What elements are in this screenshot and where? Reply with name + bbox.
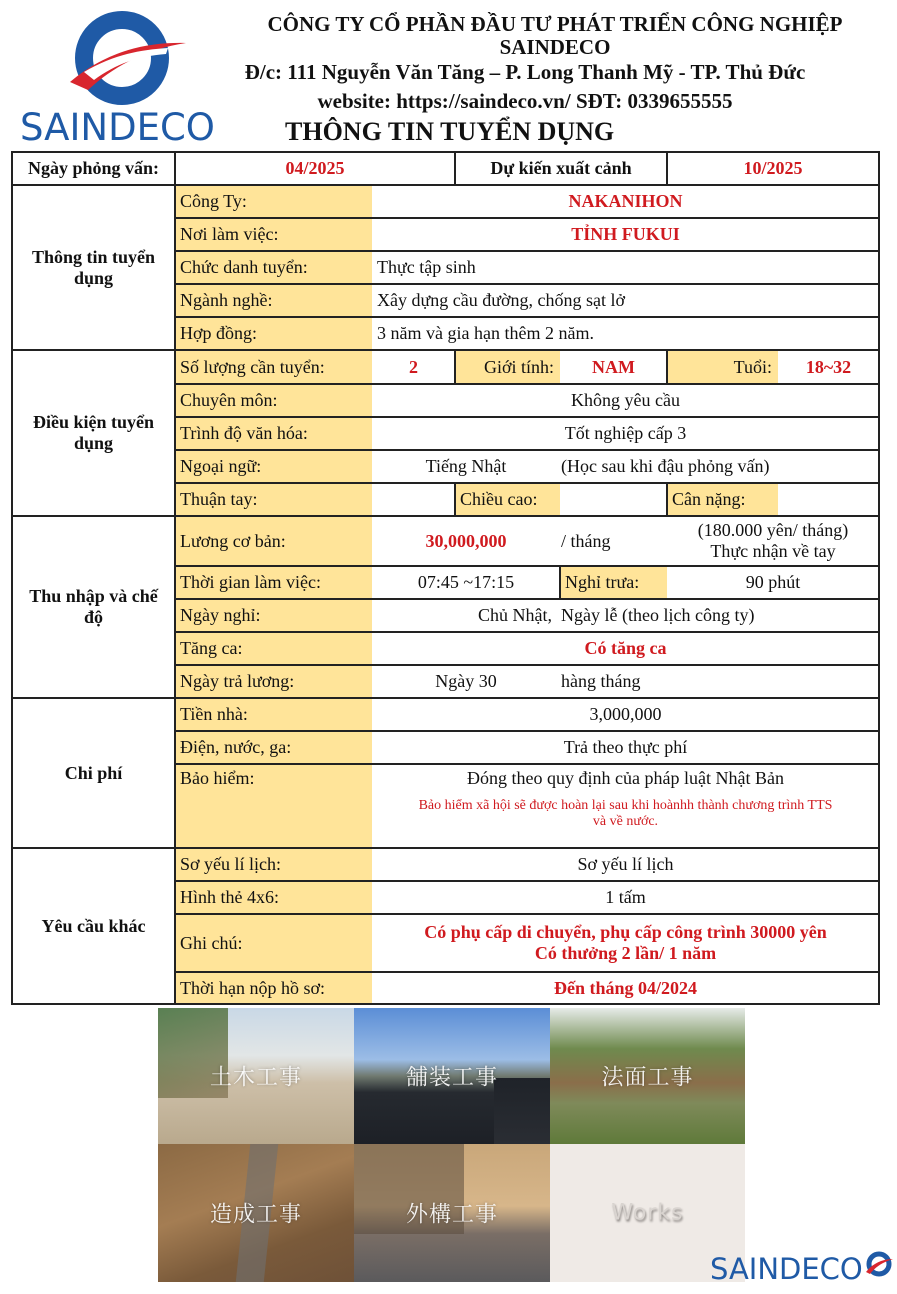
salary-note-line2: Thực nhận về tay	[710, 541, 836, 561]
row-divider	[12, 847, 880, 849]
row-divider	[175, 449, 880, 451]
salary-value: 30,000,000	[425, 530, 507, 551]
gallery-photo-slope	[550, 1008, 745, 1144]
height-label: Chiều cao:	[455, 483, 560, 516]
age-label: Tuổi:	[667, 350, 778, 384]
note-line1: Có phụ cấp di chuyển, phụ cấp công trình 30000 yên	[424, 922, 827, 943]
position-value: Thực tập sinh	[377, 257, 476, 278]
row-divider	[175, 565, 880, 567]
weight-label: Cân nặng:	[667, 483, 778, 516]
row-divider	[175, 971, 880, 973]
salary-label: Lương cơ bản:	[175, 516, 372, 566]
salary-unit: / tháng	[561, 530, 611, 551]
height-value	[560, 483, 667, 516]
overtime-value: Có tăng ca	[584, 638, 667, 659]
section-recruit-info-title: Thông tin tuyển dụng	[31, 246, 156, 288]
section-conditions-title: Điều kiện tuyển dụng	[32, 412, 155, 453]
row-divider	[12, 697, 880, 699]
quantity-label: Số lượng cần tuyển:	[175, 350, 372, 384]
workplace-value: TỈNH FUKUI	[571, 224, 680, 245]
hand-value	[372, 483, 455, 516]
specialty-value: Không yêu cầu	[571, 390, 680, 411]
row-divider	[175, 598, 880, 600]
company-label: Công Ty:	[175, 185, 372, 218]
quantity-value: 2	[409, 356, 418, 377]
table-border	[878, 151, 880, 1005]
row-divider	[175, 383, 880, 385]
dayoff-label: Ngày nghỉ:	[175, 599, 372, 632]
gallery-photo-civil-works	[158, 1008, 354, 1144]
col-divider	[666, 151, 668, 185]
insurance-value: Đóng theo quy định của pháp luật Nhật Bản	[467, 768, 784, 788]
table-border	[12, 1003, 880, 1005]
gallery-caption: 土木工事	[209, 1065, 302, 1091]
gallery-caption: 造成工事	[209, 1202, 302, 1228]
table-border	[12, 151, 880, 153]
col-divider	[559, 566, 561, 599]
gender-value: NAM	[592, 356, 635, 377]
lunch-label: Nghỉ trưa:	[560, 566, 667, 599]
housing-value: 3,000,000	[589, 704, 662, 725]
company-address: Đ/c: 111 Nguyễn Văn Tăng – P. Long Thanh Mỹ - TP. Thủ Đức	[244, 60, 806, 84]
industry-value: Xây dựng cầu đường, chống sạt lở	[377, 290, 626, 311]
footer-logo	[710, 1250, 895, 1290]
contract-value: 3 năm và gia hạn thêm 2 năm.	[377, 323, 594, 344]
section-costs-title: Chi phí	[64, 762, 123, 783]
table-border	[11, 151, 13, 1005]
footer-logo-text: SAINDECO	[710, 1252, 863, 1286]
departure-label: Dự kiến xuất cảnh	[490, 158, 632, 179]
company-value: NAKANIHON	[568, 191, 683, 212]
note-cell	[372, 914, 879, 972]
photo-label: Hình thẻ 4x6:	[175, 881, 372, 914]
row-divider	[175, 250, 880, 252]
hand-label: Thuận tay:	[175, 483, 372, 516]
row-divider	[175, 217, 880, 219]
gallery-photo-paving	[354, 1008, 550, 1144]
col-divider	[666, 483, 668, 516]
row-divider	[175, 913, 880, 915]
hours-value: 07:45 ~17:15	[417, 572, 515, 593]
page-title: THÔNG TIN TUYỂN DỤNG	[285, 117, 615, 146]
salary-note	[667, 516, 879, 566]
deadline-value: Đến tháng 04/2024	[553, 977, 697, 998]
col-divider	[454, 483, 456, 516]
company-name-line1: CÔNG TY CỔ PHẦN ĐẦU TƯ PHÁT TRIỂN CÔNG NGHIỆP	[267, 12, 843, 36]
education-label: Trình độ văn hóa:	[175, 417, 372, 450]
cv-label: Sơ yếu lí lịch:	[175, 848, 372, 881]
age-value: 18~32	[805, 356, 852, 377]
gallery-caption: 法面工事	[601, 1065, 694, 1091]
language-note: (Học sau khi đậu phỏng vấn)	[561, 456, 770, 477]
gallery-caption: 舗装工事	[405, 1065, 498, 1091]
dayoff-value2: Ngày lễ (theo lịch công ty)	[561, 605, 755, 626]
interview-date-label: Ngày phỏng vấn:	[27, 158, 160, 179]
workplace-label: Nơi làm việc:	[175, 218, 372, 251]
col-divider	[454, 151, 456, 185]
section-income-title: Thu nhập và chế độ	[29, 586, 158, 627]
insurance-label: Bảo hiểm:	[175, 764, 372, 848]
utilities-label: Điện, nước, ga:	[175, 731, 372, 764]
specialty-label: Chuyên môn:	[175, 384, 372, 417]
payday-value2: hàng tháng	[561, 671, 641, 692]
section-other-title: Yêu cầu khác	[41, 915, 146, 936]
table-divider	[174, 151, 176, 1005]
row-divider	[175, 880, 880, 882]
note-label: Ghi chú:	[175, 914, 372, 972]
row-divider	[175, 482, 880, 484]
insurance-note-line1: Bảo hiểm xã hội sẽ được hoàn lại sau khi hoànhh thành chương trình TTS	[418, 797, 833, 813]
row-divider	[12, 184, 880, 186]
col-divider	[666, 350, 668, 384]
industry-label: Ngành nghề:	[175, 284, 372, 317]
dayoff-value1: Chủ Nhật,	[478, 605, 552, 626]
gender-label: Giới tính:	[455, 350, 560, 384]
salary-note-line1: (180.000 yên/ tháng)	[697, 520, 849, 541]
row-divider	[175, 316, 880, 318]
note-line2: Có thưởng 2 lần/ 1 năm	[534, 943, 717, 963]
row-divider	[175, 416, 880, 418]
position-label: Chức danh tuyển:	[175, 251, 372, 284]
logo-text: SAINDECO	[20, 106, 215, 149]
gallery-caption: Works	[611, 1200, 684, 1226]
row-divider	[12, 349, 880, 351]
insurance-note-line2: và về nước.	[592, 813, 659, 829]
language-value: Tiếng Nhật	[425, 456, 507, 477]
contract-label: Hợp đồng:	[175, 317, 372, 350]
overtime-label: Tăng ca:	[175, 632, 372, 665]
interview-date-value: 04/2025	[285, 158, 345, 179]
row-divider	[175, 283, 880, 285]
photo-value: 1 tấm	[605, 887, 646, 908]
col-divider	[454, 350, 456, 384]
payday-value1: Ngày 30	[435, 671, 497, 692]
company-contact: website: https://saindeco.vn/ SĐT: 0339655555	[317, 89, 733, 113]
lunch-value: 90 phút	[745, 572, 801, 593]
language-label: Ngoại ngữ:	[175, 450, 372, 483]
hours-label: Thời gian làm việc:	[175, 566, 372, 599]
deadline-label: Thời hạn nộp hồ sơ:	[175, 972, 372, 1004]
row-divider	[175, 730, 880, 732]
weight-value	[778, 483, 879, 516]
insurance-cell	[372, 764, 879, 848]
gallery-caption: 外構工事	[405, 1202, 498, 1228]
gallery-photo-exterior	[354, 1144, 550, 1282]
row-divider	[175, 631, 880, 633]
education-value: Tốt nghiệp cấp 3	[564, 423, 687, 444]
footer-logo-mark-icon	[864, 1250, 894, 1280]
housing-label: Tiền nhà:	[175, 698, 372, 731]
row-divider	[175, 763, 880, 765]
departure-value: 10/2025	[743, 158, 803, 179]
utilities-value: Trả theo thực phí	[563, 737, 688, 758]
row-divider	[12, 515, 880, 517]
company-name-line2: SAINDECO	[499, 35, 611, 59]
row-divider	[175, 664, 880, 666]
gallery-photo-land-development	[158, 1144, 354, 1282]
payday-label: Ngày trả lương:	[175, 665, 372, 698]
cv-value: Sơ yếu lí lịch	[577, 854, 674, 875]
